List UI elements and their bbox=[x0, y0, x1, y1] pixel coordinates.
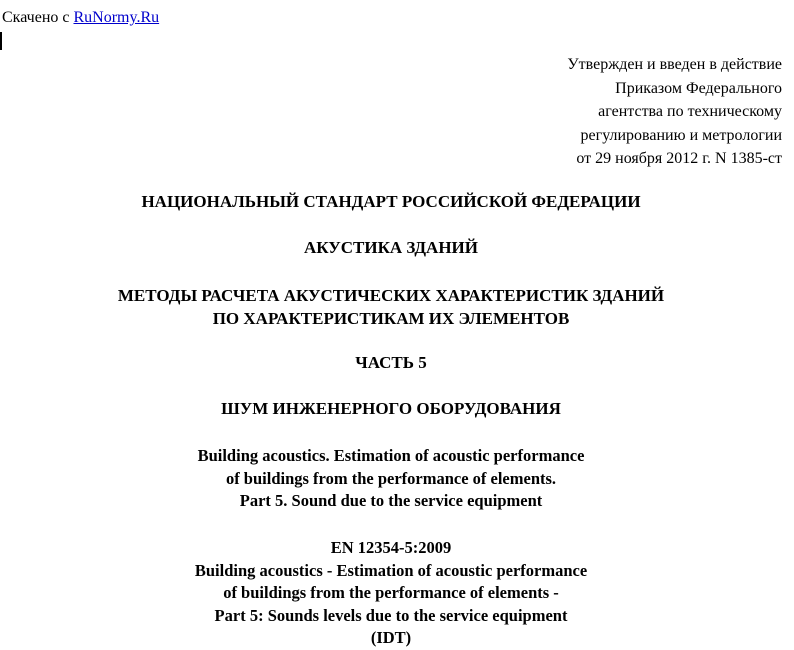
english-title-line: Building acoustics. Estimation of acoustic performance bbox=[197, 446, 585, 465]
en-standard-block bbox=[0, 537, 782, 650]
approval-line: агентства по техническому bbox=[598, 103, 782, 120]
approval-line: регулированию и метрологии bbox=[580, 126, 782, 144]
en-standard-equivalence: (IDT) bbox=[370, 628, 412, 647]
download-source-line bbox=[2, 8, 159, 28]
english-title bbox=[0, 445, 782, 513]
subtitle-heading: ШУМ ИНЖЕНЕРНОГО ОБОРУДОВАНИЯ bbox=[221, 399, 561, 418]
approval-line: Утвержден и введен в действие bbox=[567, 56, 782, 73]
en-standard-code: EN 12354-5:2009 bbox=[330, 538, 452, 557]
en-standard-line: of buildings from the performance of elements - bbox=[223, 583, 559, 602]
english-title-line: Part 5. Sound due to the service equipment bbox=[239, 491, 543, 510]
text-cursor bbox=[0, 32, 2, 50]
approval-block bbox=[567, 53, 782, 171]
approval-line: Приказом Федерального bbox=[615, 79, 782, 97]
en-standard-line: Building acoustics - Estimation of acoustic performance bbox=[194, 560, 588, 580]
methods-heading bbox=[0, 284, 782, 330]
national-standard-heading: НАЦИОНАЛЬНЫЙ СТАНДАРТ РОССИЙСКОЙ ФЕДЕРАЦИИ bbox=[141, 192, 641, 211]
methods-heading-line: ПО ХАРАКТЕРИСТИКАМ ИХ ЭЛЕМЕНТОВ bbox=[212, 309, 570, 328]
download-source-prefix: Скачено с bbox=[2, 9, 74, 26]
methods-heading-line: МЕТОДЫ РАСЧЕТА АКУСТИЧЕСКИХ ХАРАКТЕРИСТИК ЗДАНИЙ bbox=[117, 286, 665, 305]
standard-title: АКУСТИКА ЗДАНИЙ bbox=[303, 238, 478, 257]
part-heading: ЧАСТЬ 5 bbox=[355, 353, 427, 372]
en-standard-line: Part 5: Sounds levels due to the service equipment bbox=[214, 605, 568, 625]
english-title-line: of buildings from the performance of elements. bbox=[225, 468, 557, 488]
approval-line: от 29 ноября 2012 г. N 1385-ст bbox=[576, 150, 782, 167]
runormy-link[interactable]: RuNormy.Ru bbox=[73, 9, 160, 26]
